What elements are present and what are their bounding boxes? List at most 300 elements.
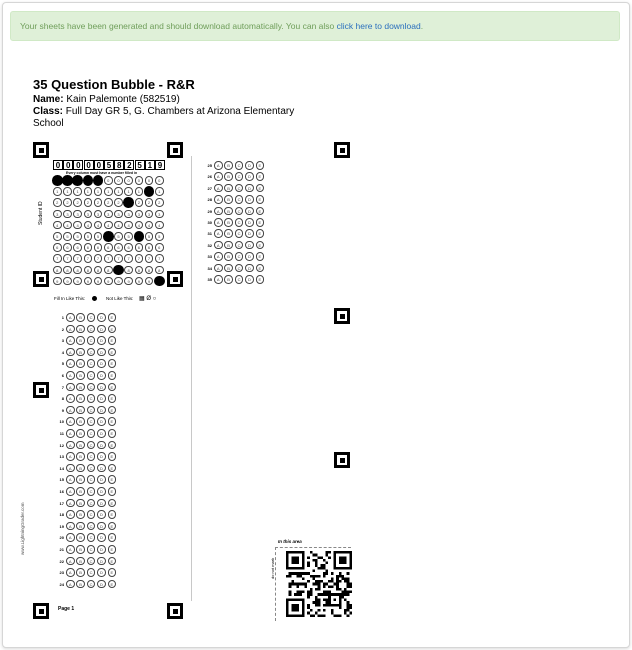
answer-bubble[interactable]: E [108, 580, 117, 589]
id-bubble[interactable]: 1 [94, 187, 103, 196]
answer-bubble[interactable]: E [108, 510, 117, 519]
answer-bubble[interactable]: B [76, 568, 85, 577]
id-bubble[interactable]: 9 [145, 277, 154, 286]
answer-bubble[interactable]: A [66, 557, 75, 566]
answer-bubble[interactable]: E [108, 371, 117, 380]
answer-bubble[interactable]: A [66, 580, 75, 589]
answer-bubble[interactable]: C [235, 264, 244, 273]
answer-bubble[interactable]: B [76, 510, 85, 519]
answer-bubble[interactable]: B [76, 394, 85, 403]
answer-bubble[interactable]: C [235, 241, 244, 250]
id-bubble[interactable]: 9 [135, 277, 144, 286]
answer-bubble[interactable]: B [76, 452, 85, 461]
id-bubble[interactable]: 5 [124, 232, 133, 241]
answer-bubble[interactable]: D [245, 184, 254, 193]
answer-bubble[interactable]: A [66, 441, 75, 450]
answer-bubble[interactable]: C [235, 275, 244, 284]
answer-bubble[interactable]: E [108, 568, 117, 577]
answer-bubble[interactable]: E [108, 359, 117, 368]
id-bubble[interactable]: 2 [135, 198, 144, 207]
answer-bubble[interactable]: D [97, 383, 106, 392]
answer-bubble[interactable]: B [76, 522, 85, 531]
answer-bubble[interactable]: D [245, 218, 254, 227]
answer-bubble[interactable]: A [214, 207, 223, 216]
id-bubble[interactable]: 4 [94, 221, 103, 230]
id-bubble[interactable]: 7 [124, 254, 133, 263]
id-bubble[interactable]: 6 [135, 243, 144, 252]
id-bubble[interactable]: 1 [53, 187, 62, 196]
answer-bubble[interactable]: B [76, 336, 85, 345]
answer-bubble[interactable]: D [97, 545, 106, 554]
id-bubble[interactable]: 0 [135, 176, 144, 185]
answer-bubble[interactable]: E [108, 429, 117, 438]
id-bubble[interactable]: 3 [63, 210, 72, 219]
id-bubble[interactable]: 9 [84, 277, 93, 286]
answer-bubble[interactable]: A [66, 487, 75, 496]
answer-bubble[interactable]: E [108, 545, 117, 554]
id-bubble[interactable]: 5 [53, 232, 62, 241]
id-bubble[interactable]: 6 [155, 243, 164, 252]
answer-bubble[interactable]: D [97, 452, 106, 461]
id-bubble[interactable]: 3 [124, 210, 133, 219]
answer-bubble[interactable]: C [87, 394, 96, 403]
answer-bubble[interactable]: D [97, 487, 106, 496]
answer-bubble[interactable]: A [66, 325, 75, 334]
id-bubble[interactable]: 1 [104, 187, 113, 196]
id-bubble[interactable]: 6 [84, 243, 93, 252]
download-link[interactable]: click here to download [336, 21, 421, 31]
answer-bubble[interactable]: D [97, 568, 106, 577]
answer-bubble[interactable]: B [76, 499, 85, 508]
answer-bubble[interactable]: C [87, 313, 96, 322]
id-bubble[interactable]: 0 [114, 176, 123, 185]
answer-bubble[interactable]: A [66, 452, 75, 461]
id-bubble[interactable]: 8 [73, 266, 82, 275]
answer-bubble[interactable]: B [224, 195, 233, 204]
answer-bubble[interactable]: A [66, 383, 75, 392]
answer-bubble[interactable]: D [97, 557, 106, 566]
answer-bubble[interactable]: A [214, 229, 223, 238]
answer-bubble[interactable]: C [87, 359, 96, 368]
id-bubble[interactable] [134, 231, 145, 242]
answer-bubble[interactable]: C [235, 161, 244, 170]
id-bubble[interactable]: 1 [63, 187, 72, 196]
answer-bubble[interactable]: C [87, 522, 96, 531]
answer-bubble[interactable]: C [87, 580, 96, 589]
answer-bubble[interactable]: B [224, 172, 233, 181]
answer-bubble[interactable]: B [76, 441, 85, 450]
id-bubble[interactable]: 5 [155, 232, 164, 241]
answer-bubble[interactable]: E [108, 325, 117, 334]
answer-bubble[interactable]: C [235, 207, 244, 216]
answer-bubble[interactable]: A [66, 545, 75, 554]
id-bubble[interactable] [113, 265, 124, 276]
answer-bubble[interactable]: C [87, 545, 96, 554]
answer-bubble[interactable]: C [87, 348, 96, 357]
answer-bubble[interactable]: A [214, 241, 223, 250]
id-bubble[interactable]: 7 [73, 254, 82, 263]
answer-bubble[interactable]: B [224, 229, 233, 238]
answer-bubble[interactable]: D [245, 161, 254, 170]
id-bubble[interactable]: 0 [104, 176, 113, 185]
id-bubble[interactable]: 4 [104, 221, 113, 230]
question-number: 1 [61, 315, 64, 320]
answer-bubble[interactable]: A [66, 568, 75, 577]
answer-bubble[interactable]: A [66, 313, 75, 322]
qr-area-label: In this area [278, 539, 302, 544]
id-bubble[interactable]: 2 [104, 198, 113, 207]
qr-area [270, 539, 351, 621]
id-bubble[interactable]: 0 [155, 176, 164, 185]
answer-bubble[interactable]: E [256, 184, 265, 193]
answer-bubble[interactable]: D [97, 371, 106, 380]
answer-bubble[interactable]: B [76, 371, 85, 380]
id-bubble[interactable]: 5 [84, 232, 93, 241]
id-bubble[interactable] [72, 175, 83, 186]
answer-bubble[interactable]: A [214, 161, 223, 170]
id-bubble[interactable]: 3 [94, 210, 103, 219]
registration-marker [167, 603, 183, 619]
id-bubble[interactable]: 4 [114, 221, 123, 230]
answer-bubble[interactable]: B [76, 580, 85, 589]
registration-marker [167, 271, 183, 287]
answer-bubble[interactable]: A [66, 348, 75, 357]
id-bubble[interactable]: 6 [63, 243, 72, 252]
id-bubble[interactable]: 2 [84, 198, 93, 207]
id-bubble[interactable]: 7 [104, 254, 113, 263]
id-bubble[interactable]: 3 [73, 210, 82, 219]
answer-bubble[interactable]: A [66, 394, 75, 403]
answer-bubble[interactable]: C [87, 499, 96, 508]
id-bubble[interactable]: 2 [53, 198, 62, 207]
answer-bubble[interactable]: A [66, 336, 75, 345]
id-bubble[interactable]: 8 [155, 266, 164, 275]
answer-bubble[interactable]: E [108, 441, 117, 450]
answer-bubble[interactable]: E [256, 161, 265, 170]
id-bubble[interactable]: 7 [145, 254, 154, 263]
answer-bubble[interactable]: B [76, 325, 85, 334]
id-bubble[interactable]: 2 [73, 198, 82, 207]
id-bubble[interactable]: 3 [135, 210, 144, 219]
answer-bubble[interactable]: E [108, 417, 117, 426]
answer-bubble[interactable]: C [235, 172, 244, 181]
id-bubble[interactable]: 6 [53, 243, 62, 252]
answer-bubble[interactable]: A [66, 371, 75, 380]
id-bubble[interactable]: 4 [145, 221, 154, 230]
registration-marker [167, 142, 183, 158]
answer-bubble[interactable]: A [214, 275, 223, 284]
question-number: 32 [207, 242, 212, 248]
answer-bubble[interactable]: D [97, 475, 106, 484]
id-bubble[interactable]: 9 [104, 277, 113, 286]
id-bubble[interactable]: 4 [155, 221, 164, 230]
answer-bubble[interactable]: C [87, 325, 96, 334]
id-bubble[interactable]: 7 [53, 254, 62, 263]
answer-bubble[interactable]: B [76, 417, 85, 426]
answer-bubble[interactable]: D [97, 441, 106, 450]
id-bubble[interactable]: 5 [63, 232, 72, 241]
id-bubble[interactable]: 2 [94, 198, 103, 207]
answer-bubble[interactable]: D [245, 241, 254, 250]
id-bubble[interactable]: 9 [53, 277, 62, 286]
answer-bubble[interactable]: A [66, 359, 75, 368]
id-bubble[interactable]: 4 [135, 221, 144, 230]
id-bubble[interactable]: 4 [73, 221, 82, 230]
answer-bubble[interactable]: E [256, 195, 265, 204]
answer-bubble[interactable]: E [256, 241, 265, 250]
answer-bubble[interactable]: D [97, 533, 106, 542]
answer-bubble[interactable]: A [66, 475, 75, 484]
answer-bubble[interactable]: B [224, 161, 233, 170]
id-bubble[interactable]: 1 [114, 187, 123, 196]
answer-bubble[interactable]: A [214, 218, 223, 227]
id-bubble[interactable]: 9 [124, 277, 133, 286]
id-bubble[interactable]: 4 [63, 221, 72, 230]
answer-bubble[interactable]: D [97, 406, 106, 415]
id-bubble[interactable]: 4 [124, 221, 133, 230]
answer-bubble[interactable]: E [108, 475, 117, 484]
answer-bubble[interactable]: D [97, 348, 106, 357]
answer-bubble[interactable]: E [108, 406, 117, 415]
answer-bubble[interactable]: B [224, 264, 233, 273]
id-bubble[interactable]: 8 [124, 266, 133, 275]
answer-bubble[interactable]: C [87, 371, 96, 380]
answer-bubble[interactable]: C [235, 252, 244, 261]
answer-bubble[interactable]: B [76, 545, 85, 554]
answer-bubble[interactable]: C [235, 184, 244, 193]
id-bubble[interactable]: 1 [135, 187, 144, 196]
answer-bubble[interactable]: A [66, 522, 75, 531]
id-bubble[interactable]: 8 [94, 266, 103, 275]
id-bubble[interactable]: 8 [63, 266, 72, 275]
id-bubble[interactable] [52, 175, 63, 186]
answer-bubble[interactable]: C [87, 417, 96, 426]
id-bubble[interactable]: 2 [145, 198, 154, 207]
answer-bubble[interactable]: E [108, 394, 117, 403]
answer-bubble[interactable]: D [97, 464, 106, 473]
answer-bubble[interactable]: E [108, 383, 117, 392]
id-bubble[interactable]: 5 [145, 232, 154, 241]
answer-bubble[interactable]: C [87, 557, 96, 566]
answer-bubble[interactable]: D [97, 429, 106, 438]
id-bubble[interactable]: 7 [94, 254, 103, 263]
id-bubble[interactable]: 1 [73, 187, 82, 196]
answer-bubble[interactable]: E [256, 264, 265, 273]
answer-bubble[interactable]: B [76, 533, 85, 542]
id-bubble[interactable] [62, 175, 73, 186]
id-bubble[interactable]: 6 [73, 243, 82, 252]
answer-bubble[interactable]: A [214, 252, 223, 261]
answer-bubble[interactable]: A [214, 264, 223, 273]
answer-bubble[interactable]: E [108, 313, 117, 322]
answer-bubble[interactable]: B [224, 218, 233, 227]
answer-bubble[interactable]: A [66, 417, 75, 426]
id-bubble[interactable]: 8 [135, 266, 144, 275]
answer-bubble[interactable]: D [245, 264, 254, 273]
answer-bubble[interactable]: D [97, 325, 106, 334]
answer-bubble[interactable]: D [97, 394, 106, 403]
answer-bubble[interactable]: B [76, 348, 85, 357]
id-bubble[interactable]: 8 [84, 266, 93, 275]
answer-bubble[interactable]: E [256, 229, 265, 238]
id-bubble[interactable]: 7 [63, 254, 72, 263]
answer-bubble[interactable]: E [108, 464, 117, 473]
answer-bubble[interactable]: D [97, 580, 106, 589]
id-bubble[interactable] [93, 175, 104, 186]
answer-bubble[interactable]: E [256, 218, 265, 227]
answer-bubble[interactable]: A [214, 195, 223, 204]
answer-bubble[interactable]: B [224, 252, 233, 261]
answer-bubble[interactable]: B [76, 487, 85, 496]
id-bubble[interactable]: 8 [104, 266, 113, 275]
answer-bubble[interactable]: C [235, 218, 244, 227]
answer-bubble[interactable]: C [235, 229, 244, 238]
answer-bubble[interactable]: D [245, 275, 254, 284]
answer-bubble[interactable]: E [256, 252, 265, 261]
id-bubble[interactable] [123, 197, 134, 208]
answer-bubble[interactable]: D [97, 417, 106, 426]
answer-bubble[interactable]: E [108, 452, 117, 461]
answer-bubble[interactable]: E [108, 348, 117, 357]
answer-bubble[interactable]: C [87, 336, 96, 345]
answer-bubble[interactable]: A [66, 510, 75, 519]
answer-bubble[interactable]: C [87, 475, 96, 484]
id-bubble[interactable]: 1 [124, 187, 133, 196]
answer-bubble[interactable]: B [76, 429, 85, 438]
answer-bubble[interactable]: C [87, 441, 96, 450]
id-bubble[interactable]: 5 [114, 232, 123, 241]
id-bubble[interactable]: 6 [114, 243, 123, 252]
id-bubble[interactable]: 5 [94, 232, 103, 241]
student-name-line [33, 94, 180, 106]
answer-bubble[interactable]: C [87, 452, 96, 461]
id-bubble[interactable]: 3 [104, 210, 113, 219]
id-bubble[interactable]: 3 [53, 210, 62, 219]
answer-bubble[interactable]: E [256, 207, 265, 216]
id-bubble[interactable]: 1 [84, 187, 93, 196]
answer-bubble[interactable]: C [235, 195, 244, 204]
not-like-label: Not Like This: [106, 296, 134, 301]
id-bubble[interactable] [103, 231, 114, 242]
answer-bubble[interactable]: D [97, 510, 106, 519]
answer-bubble[interactable]: D [245, 252, 254, 261]
answer-bubble[interactable]: B [224, 241, 233, 250]
id-bubble[interactable]: 7 [84, 254, 93, 263]
answer-bubble[interactable]: C [87, 533, 96, 542]
id-bubble[interactable]: 4 [53, 221, 62, 230]
id-bubble[interactable]: 8 [53, 266, 62, 275]
answer-bubble[interactable]: D [97, 313, 106, 322]
id-bubble[interactable]: 9 [73, 277, 82, 286]
answer-bubble[interactable]: B [76, 383, 85, 392]
id-bubble[interactable]: 1 [155, 187, 164, 196]
answer-bubble[interactable]: C [87, 568, 96, 577]
answer-bubble[interactable]: B [76, 406, 85, 415]
answer-bubble[interactable]: B [76, 313, 85, 322]
id-bubble[interactable]: 6 [104, 243, 113, 252]
answer-bubble[interactable]: B [76, 359, 85, 368]
id-bubble[interactable] [83, 175, 94, 186]
id-bubble[interactable]: 4 [84, 221, 93, 230]
answer-bubble[interactable]: A [214, 184, 223, 193]
answer-bubble[interactable]: E [256, 275, 265, 284]
id-bubble[interactable]: 5 [73, 232, 82, 241]
answer-bubble[interactable]: D [245, 172, 254, 181]
answer-bubble[interactable]: D [245, 207, 254, 216]
answer-bubble[interactable]: D [97, 336, 106, 345]
id-bubble[interactable]: 0 [124, 176, 133, 185]
answer-bubble[interactable]: E [108, 522, 117, 531]
id-bubble[interactable]: 6 [94, 243, 103, 252]
id-bubble[interactable] [144, 186, 155, 197]
question-number: 4 [61, 349, 64, 355]
id-bubble[interactable]: 0 [145, 176, 154, 185]
answer-bubble[interactable]: D [245, 229, 254, 238]
id-bubble[interactable]: 2 [155, 198, 164, 207]
answer-bubble[interactable]: D [97, 522, 106, 531]
answer-bubble[interactable]: D [97, 359, 106, 368]
answer-bubble[interactable]: E [108, 487, 117, 496]
answer-bubble[interactable]: E [108, 557, 117, 566]
answer-bubble[interactable]: E [108, 533, 117, 542]
registration-marker [334, 142, 350, 158]
id-bubble[interactable]: 3 [155, 210, 164, 219]
answer-bubble[interactable]: E [108, 336, 117, 345]
answer-bubble[interactable]: D [245, 195, 254, 204]
answer-bubble[interactable]: C [87, 464, 96, 473]
id-bubble[interactable]: 6 [124, 243, 133, 252]
answer-bubble[interactable]: E [256, 172, 265, 181]
answer-bubble[interactable]: A [66, 533, 75, 542]
id-bubble[interactable]: 2 [63, 198, 72, 207]
answer-bubble[interactable]: B [224, 275, 233, 284]
id-bubble[interactable]: 3 [84, 210, 93, 219]
id-bubble[interactable]: 6 [145, 243, 154, 252]
answer-bubble[interactable]: C [87, 383, 96, 392]
answer-bubble[interactable]: D [97, 499, 106, 508]
answer-bubble[interactable]: C [87, 487, 96, 496]
answer-bubble[interactable]: E [108, 499, 117, 508]
id-bubble[interactable]: 7 [135, 254, 144, 263]
answer-bubble[interactable]: B [224, 207, 233, 216]
id-bubble[interactable]: 8 [145, 266, 154, 275]
answer-bubble[interactable]: A [214, 172, 223, 181]
answer-bubble[interactable]: B [76, 464, 85, 473]
id-bubble[interactable] [154, 276, 165, 287]
answer-bubble[interactable]: A [66, 464, 75, 473]
answer-bubble[interactable]: B [76, 475, 85, 484]
answer-bubble[interactable]: C [87, 429, 96, 438]
answer-bubble[interactable]: A [66, 406, 75, 415]
id-bubble[interactable]: 7 [155, 254, 164, 263]
registration-marker [334, 308, 350, 324]
answer-bubble[interactable]: C [87, 510, 96, 519]
id-bubble[interactable]: 9 [114, 277, 123, 286]
answer-bubble[interactable]: A [66, 429, 75, 438]
answer-bubble[interactable]: B [76, 557, 85, 566]
id-bubble[interactable]: 7 [114, 254, 123, 263]
id-bubble[interactable]: 9 [63, 277, 72, 286]
id-bubble[interactable]: 9 [94, 277, 103, 286]
id-bubble[interactable]: 3 [114, 210, 123, 219]
answer-bubble[interactable]: B [224, 184, 233, 193]
answer-bubble[interactable]: C [87, 406, 96, 415]
id-bubble[interactable]: 2 [114, 198, 123, 207]
question-number: 19 [59, 523, 64, 529]
answer-bubble[interactable]: A [66, 499, 75, 508]
question-number: 35 [207, 277, 212, 282]
id-bubble[interactable]: 3 [145, 210, 154, 219]
